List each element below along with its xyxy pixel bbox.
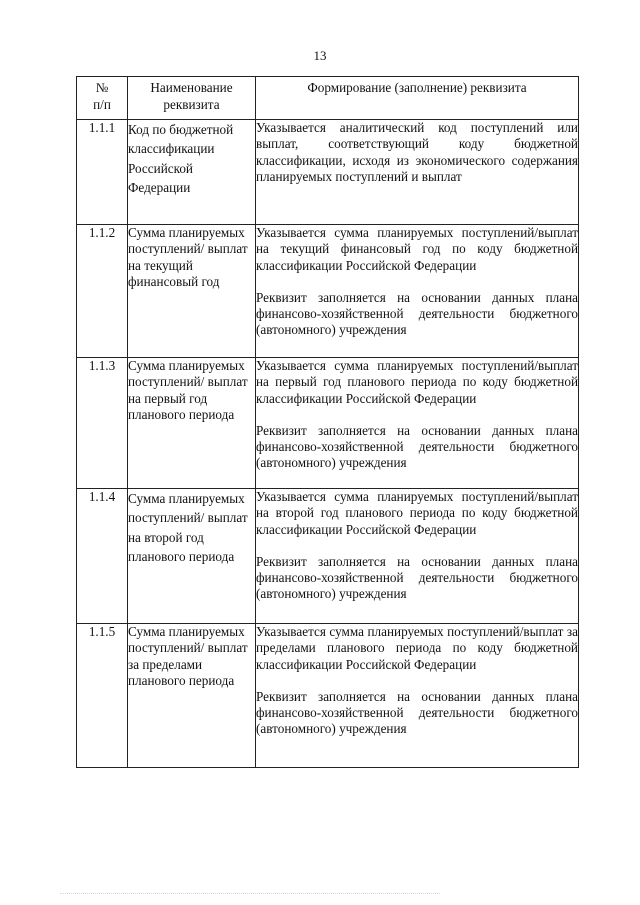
- row-description-note: Реквизит заполняется на основании данных плана финансово-хозяйственной деятельности бюджетного (автономного) учреждения: [256, 422, 578, 471]
- row-number: 1.1.5: [77, 624, 128, 768]
- table-header-row: [77, 77, 579, 120]
- row-description-text: Указывается сумма планируемых поступлений/выплат за пределами планового периода по коду бюджетной классификации Российской Федерации: [256, 624, 578, 672]
- table-row: [77, 120, 579, 225]
- row-description: [256, 358, 579, 489]
- header-formation-label: Формирование (заполнение) реквизита: [307, 80, 527, 95]
- row-description-text: Указывается сумма планируемых поступлений/выплат на первый год планового периода по коду бюджетной классификации Российской Федерации: [256, 358, 578, 406]
- row-description: [256, 489, 579, 624]
- row-description-text: Указывается сумма планируемых поступлений/выплат на второй год планового периода по коду бюджетной классификации Российской Федерации: [256, 489, 578, 537]
- header-name-label: Наименование реквизита: [150, 80, 233, 112]
- row-number: 1.1.3: [77, 358, 128, 489]
- header-number: [77, 77, 128, 120]
- row-description: [256, 225, 579, 358]
- row-requisite-name: Сумма планируемых поступлений/ выплат за пределами планового периода: [128, 624, 256, 768]
- row-requisite-name: Сумма планируемых поступлений/ выплат на второй год планового периода: [128, 489, 256, 624]
- table-row: [77, 489, 579, 624]
- table-row: [77, 624, 579, 768]
- row-description-text: Указывается сумма планируемых поступлений/выплат на текущий финансовый год по коду бюджетной классификации Российской Федерации: [256, 225, 578, 273]
- row-requisite-name: Сумма планируемых поступлений/ выплат на текущий финансовый год: [128, 225, 256, 358]
- row-requisite-name: Сумма планируемых поступлений/ выплат на первый год планового периода: [128, 358, 256, 489]
- row-description-note: Реквизит заполняется на основании данных плана финансово-хозяйственной деятельности бюджетного (автономного) учреждения: [256, 289, 578, 338]
- table-row: [77, 225, 579, 358]
- scan-edge-marks: [60, 893, 440, 900]
- row-number: 1.1.4: [77, 489, 128, 624]
- row-number: 1.1.2: [77, 225, 128, 358]
- row-description: [256, 624, 579, 768]
- row-requisite-name: Код по бюджетной классификации Российской Федерации: [128, 120, 256, 225]
- row-number: 1.1.1: [77, 120, 128, 225]
- row-description-note: Реквизит заполняется на основании данных плана финансово-хозяйственной деятельности бюджетного (автономного) учреждения: [256, 553, 578, 602]
- header-number-label: № п/п: [93, 80, 111, 112]
- header-formation: [256, 77, 579, 120]
- requisites-table: [76, 76, 579, 768]
- page-number: 13: [313, 48, 327, 63]
- header-name: [128, 77, 256, 120]
- row-description-text: Указывается аналитический код поступлений или выплат, соответствующий коду бюджетной классификации, исходя из экономического содержания планируемых поступлений и выплат: [256, 120, 578, 184]
- row-description-note: Реквизит заполняется на основании данных плана финансово-хозяйственной деятельности бюджетного (автономного) учреждения: [256, 688, 578, 737]
- row-description: [256, 120, 579, 225]
- table-row: [77, 358, 579, 489]
